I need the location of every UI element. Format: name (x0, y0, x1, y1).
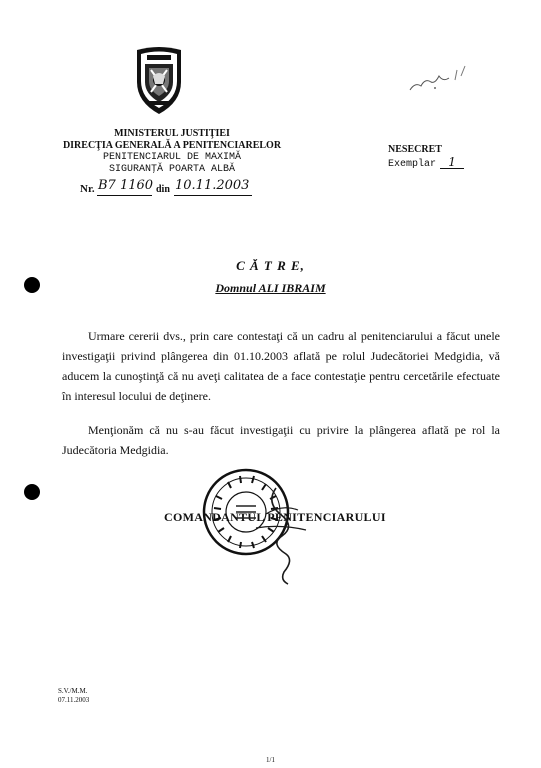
signature-title: COMANDANTUL PENITENCIARULUI (164, 510, 386, 524)
footer-initials: S.V./M.M. (58, 687, 88, 695)
reference-number-underline (97, 195, 152, 196)
reference-number-label: Nr. (80, 183, 95, 195)
header-line-location: SIGURANŢĂ POARTA ALBĂ (108, 164, 236, 175)
footer-date: 07.11.2003 (58, 696, 90, 704)
institution-header (62, 128, 282, 176)
header-line-penitentiary: PENITENCIARUL DE MAXIMĂ (102, 152, 242, 163)
reference-date-label: din (156, 184, 170, 195)
handwritten-mark (405, 62, 475, 96)
letter-body (62, 326, 500, 406)
addressee-name: Domnul ALI IBRAIM (215, 281, 326, 295)
copy-line (388, 156, 464, 171)
reference-line (80, 178, 255, 198)
punch-hole-bottom (24, 484, 40, 500)
letter-body-2 (62, 420, 500, 460)
classification-status: NESECRET (388, 144, 442, 155)
copy-label: Exemplar (388, 159, 437, 170)
reference-date-underline (174, 195, 252, 196)
body-paragraph-1: Urmare cererii dvs., prin care contestaţi că un cadru al penitenciarului a făcut unele investigaţii privind plângerea din 01.10.2003 aflată pe rolul Judecătoriei Medgidia, vă aducem la cunoştinţă că nu aveţi calitatea de a face contestaţie pentru cercetările efectuate în interesul locului de deţinere. (62, 329, 500, 403)
addressee-salutation: C Ă T R E, (236, 258, 305, 273)
reference-date: 10.11.2003 (175, 178, 250, 193)
reference-number: B7 1160 (98, 178, 154, 193)
footer-initials-block (58, 687, 89, 705)
handwritten-signature (236, 484, 316, 586)
page-number: 1/1 (266, 756, 275, 764)
classification-block (388, 144, 464, 171)
coat-of-arms-emblem (133, 46, 185, 116)
body-paragraph-2: Menţionăm că nu s-au făcut investigaţii cu privire la plângerea aflată pe rol la Judecătoria Medgidia. (62, 423, 500, 457)
header-line-directorate: DIRECŢIA GENERALĂ A PENITENCIARELOR (62, 140, 282, 151)
header-line-ministry: MINISTERUL JUSTIŢIEI (114, 128, 230, 139)
copy-number: 1 (440, 156, 464, 169)
